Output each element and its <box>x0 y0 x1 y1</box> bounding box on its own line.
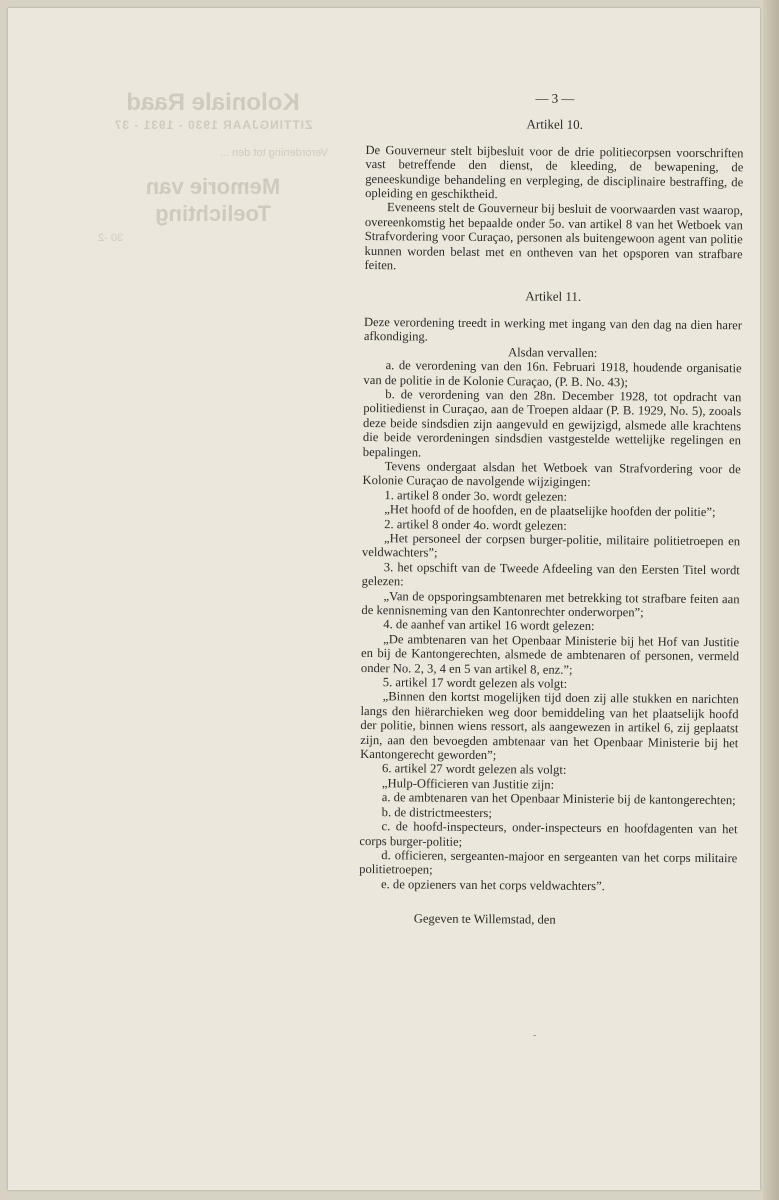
wijziging-line: „Binnen den kortst mogelijken tijd doen zij alle stukken en narichten langs den hiërarchieken weg door bemiddeling van het plaatselijk hoofd der politie, binnen wiens ressort, als aangewezen in artikel 6, zij geplaatst zijn, aan den bevoegden ambtenaar van het Openbaar Ministerie bij het Kantongerecht geworden”; <box>360 689 739 763</box>
page-number: — 3 — <box>535 90 575 106</box>
wijziging-line: „Het hoofd of de hoofden, en de plaatselijke hoofden der politie”; <box>384 502 716 520</box>
artikel-11-heading: Artikel 11. <box>525 288 582 305</box>
wijziging-line: 2. artikel 8 onder 4o. wordt gelezen: <box>384 516 567 533</box>
wijziging-line: 5. artikel 17 wordt gelezen als volgt: <box>382 675 568 691</box>
wijziging-line: „Van de opsporingsambtenaren met betrekking tot strafbare feiten aan de kennisneming van den Kantonrechter onderworpen”; <box>361 588 740 620</box>
artikel-10-paragraph: Eveneens stelt de Gouverneur bij besluit de voorwaarden vast waarop, overeenkomstig het bepaalde onder 5o. van artikel 8 van het Wetboek van Strafvordering voor Curaçao, personen als buitengewoon agent van politie kunnen worden belast met en ontheven van het opsporen van strafbare feiten. <box>364 200 744 273</box>
closing-line: Gegeven te Willemstad, den <box>413 911 556 927</box>
wijziging-line: „Het personeel der corpsen burger-politie, militaire politietroepen en veldwachters”; <box>361 531 741 561</box>
wijziging-line: „Hulp-Officieren van Justitie zijn: <box>381 776 555 792</box>
wijziging-line: 1. artikel 8 onder 3o. wordt gelezen: <box>384 487 568 504</box>
wijziging-line: 4. de aanhef van artikel 16 wordt gelezen: <box>383 617 595 634</box>
artikel-10-heading: Artikel 10. <box>526 116 583 133</box>
artikel-11-intro: Deze verordening treedt in werking met ingang van den dag na dien harer afkondiging. <box>363 314 743 344</box>
vervallen-item: a. de verordening van den 16n. Februari 1918, houdende organisatie van de politie in de Kolonie Curaçao, (P. B. No. 43); <box>363 358 742 389</box>
wijziging-line: „De ambtenaren van het Openbaar Ministerie bij het Hof van Justitie en bij de Kantongerechten, alsmede de ambtenaren of personen, vermeld onder No. 2, 3, 4 en 5 van artikel 8, enz.”; <box>360 631 740 677</box>
bleed-through-text <box>98 88 328 246</box>
vervallen-label: Alsdan vervallen: <box>508 344 598 360</box>
ghost-line-3: Verordening tot den ... <box>219 147 328 159</box>
wijziging-line: e. de opzieners van het corps veldwachters”. <box>381 876 605 893</box>
document-page <box>8 8 760 1190</box>
ghost-line-2: ZITTINGJAAR 1930 - 1931 - 37 <box>113 118 313 132</box>
artikel-10-paragraph: De Gouverneur stelt bijbesluit voor de drie politiecorpsen voorschriften vast betreffende den dienst, de kleeding, de bewapening, de geneeskundige behandeling en verpleging, de disciplinaire bestraffing, de opleiding en geschiktheid. <box>365 142 744 202</box>
scan-edge <box>763 0 779 1200</box>
wijziging-line: a. de ambtenaren van het Openbaar Ministerie bij de kantongerechten; <box>381 790 736 808</box>
wijziging-line: 3. het opschift van de Tweede Afdeeling van den Eersten Titel wordt gelezen: <box>361 559 740 589</box>
wijziging-line: 6. artikel 27 wordt gelezen als volgt: <box>382 761 567 778</box>
ghost-line-5: 30 -2 <box>98 231 124 244</box>
wijziging-line: d. officieren, sergeanten-majoor en sergeanten van het corps militaire politietroepen; <box>359 848 738 877</box>
wijziging-line: b. de districtmeesters; <box>381 804 492 820</box>
ghost-line-4: Memorie van Toelichting <box>145 173 281 227</box>
wijzigingen-intro: Tevens ondergaat alsdan het Wetboek van Strafvordering voor de Kolonie Curaçao de navolgende wijzigingen: <box>362 459 741 490</box>
margin-mark: - <box>533 1030 537 1041</box>
vervallen-item: b. de verordening van den 28n. December 1928, tot opdracht van politiedienst in Curaçao, aan de Troepen aldaar (P. B. 1929, No. 5), zooals deze beide sindsdien zijn aangevuld en gewijzigd, alsmede alle krachtens die beide verordeningen sindsdien vastgestelde wettelijke regelingen en bepalingen. <box>362 387 742 460</box>
wijziging-line: c. de hoofd-inspecteurs, onder-inspecteurs en hoofdagenten van het corps burger-politie; <box>359 819 738 849</box>
ghost-line-1: Koloniale Raad <box>126 89 300 116</box>
document-text <box>359 90 744 941</box>
